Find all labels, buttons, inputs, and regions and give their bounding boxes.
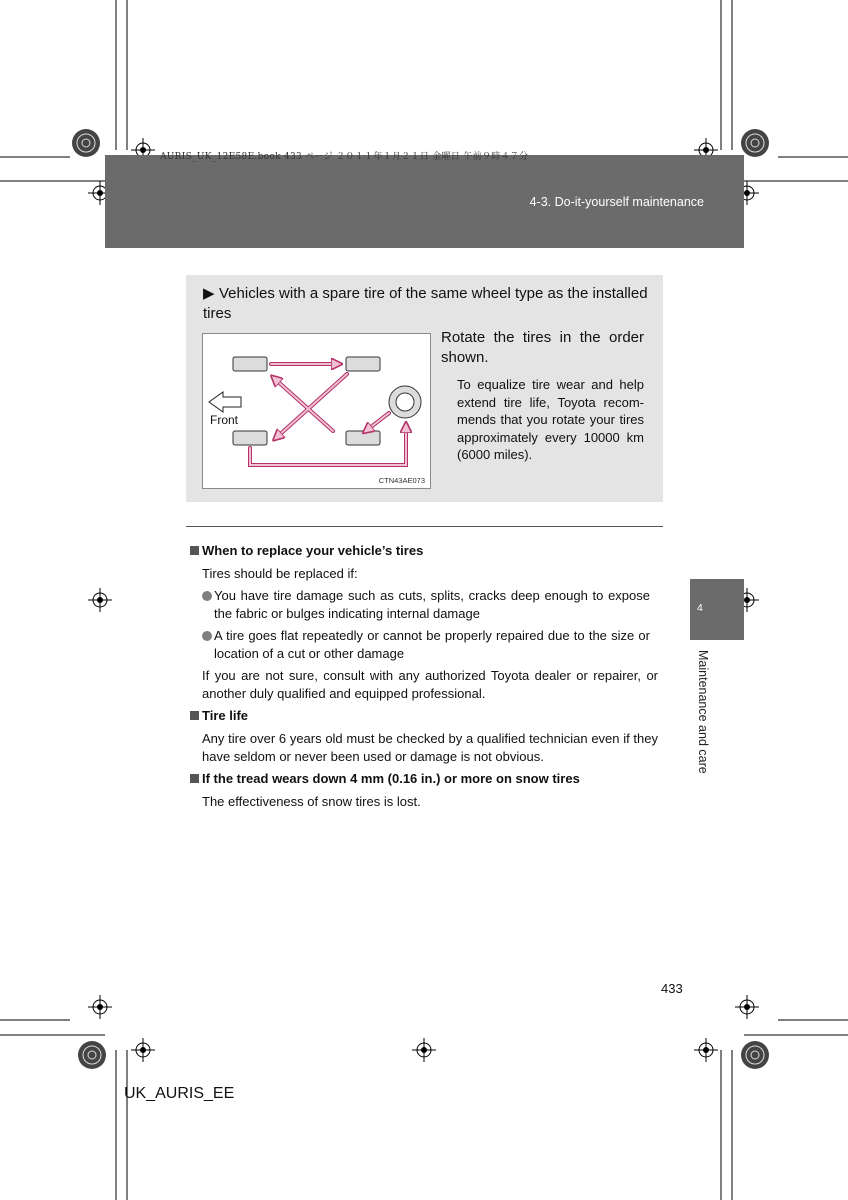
rotate-instruction: Rotate the tires in the order shown. <box>441 329 644 366</box>
tire-front-right <box>346 357 380 371</box>
spare-tire-heading-text: Vehicles with a spare tire of the same wheel type as the installed tires <box>203 285 648 322</box>
bullet-dot-icon <box>202 631 212 641</box>
chapter-number: 4 <box>697 602 703 614</box>
replace-bullet-1 <box>202 587 650 622</box>
triangle-icon: ▶ <box>203 285 215 302</box>
note-heading-text: If the tread wears down 4 mm (0.16 in.) or more on snow tires <box>202 771 580 786</box>
replace-intro: Tires should be replaced if: <box>202 566 358 581</box>
tire-front-left <box>233 357 267 371</box>
equalize-note: To equalize tire wear and help extend tire life, Toyota recom-mends that you rotate your tires approximately every 10000 km (6000 miles). <box>457 377 644 462</box>
bullet-text: A tire goes flat repeatedly or cannot be properly repaired due to the size or location of a cut or other damage <box>214 628 650 661</box>
note-heading-replace <box>190 543 423 558</box>
note-heading-text: When to replace your vehicle’s tires <box>202 543 424 558</box>
square-bullet-icon <box>190 774 199 783</box>
bullet-text: You have tire damage such as cuts, splits, cracks deep enough to expose the fabric or bulges indicating internal damage <box>214 588 650 621</box>
square-bullet-icon <box>190 546 199 555</box>
tire-rear-right <box>346 431 380 445</box>
spare-tire-heading <box>203 284 648 324</box>
chapter-side-label-text: Maintenance and care <box>696 650 710 774</box>
tire-life-text: Any tire over 6 years old must be checked by a qualified technician even if they have seldom or never been used or damage is not obvious. <box>202 731 658 764</box>
tire-rear-left <box>233 431 267 445</box>
front-arrow-icon <box>209 392 241 412</box>
note-heading-snow-tires <box>190 771 580 786</box>
footer-code: UK_AURIS_EE <box>124 1085 235 1102</box>
note-heading-text: Tire life <box>202 708 249 723</box>
tire-rotation-figure <box>202 333 431 489</box>
chapter-side-label <box>696 650 710 774</box>
tire-rotation-diagram <box>203 334 430 488</box>
page-number: 433 <box>661 981 683 996</box>
replace-outro: If you are not sure, consult with any authorized Toyota dealer or repairer, or another duly qualified and equipped professional. <box>202 668 658 701</box>
figure-code: CTN43AE073 <box>378 476 425 485</box>
square-bullet-icon <box>190 711 199 720</box>
replace-bullet-2 <box>202 627 650 662</box>
front-label: Front <box>210 413 239 427</box>
book-info: AURIS_UK_12E58E.book 433 ページ ２０１１年１月２１日 金曜日 午前９時４７分 <box>160 152 529 162</box>
rotation-arrows <box>250 364 406 465</box>
note-heading-tire-life <box>190 708 248 723</box>
bullet-dot-icon <box>202 591 212 601</box>
divider <box>186 526 663 527</box>
section-title: 4-3. Do-it-yourself maintenance <box>529 195 704 209</box>
snow-tires-text: The effectiveness of snow tires is lost. <box>202 794 421 809</box>
